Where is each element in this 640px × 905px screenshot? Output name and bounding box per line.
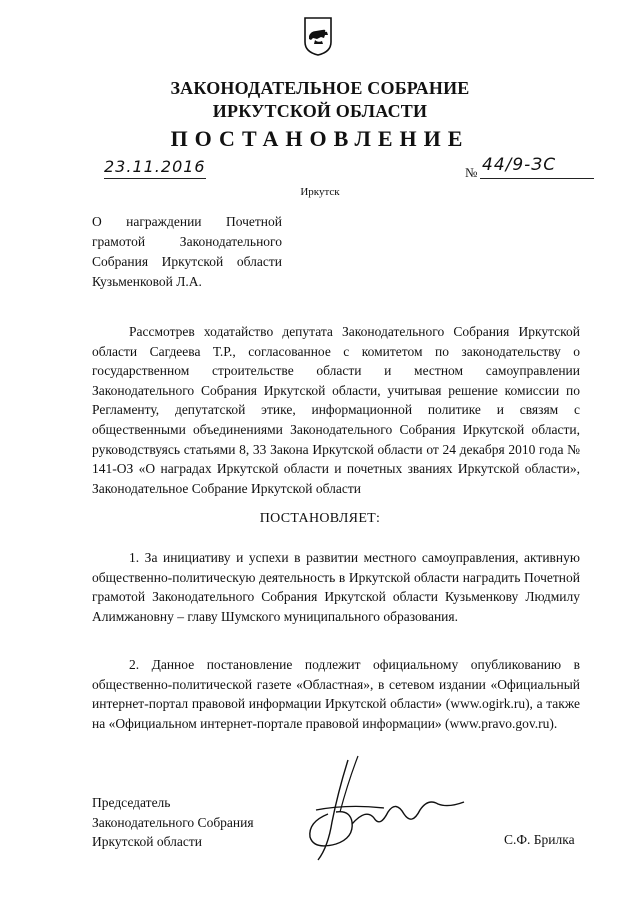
number-prefix: № bbox=[465, 165, 478, 180]
decree-heading: ПОСТАНОВЛЯЕТ: bbox=[259, 511, 381, 526]
coat-of-arms-icon bbox=[303, 16, 333, 56]
document-number: 44/9-ЗС bbox=[482, 155, 557, 175]
preamble-paragraph: Рассмотрев ходатайство депутата Законодательного Собрания Иркутской области Сагдеева Т.Р., согласованное с комитетом по законодательству о государственном строительстве области и местном самоуправлении Законодательного Собрания Иркутской области, учитывая решение комиссии по Регламенту, депутатской этике, информационной политике и связям с общественными объединениями Законодательного Собрания Иркутской области, руководствуясь статьями 8, 33 Закона Иркутской области от 24 декабря 2010 года № 141-ОЗ «О наградах Иркутской области и почетных званиях Иркутской области», Законодательное Собрание Иркутской области bbox=[92, 324, 580, 496]
city: Иркутск bbox=[300, 186, 340, 198]
signer-title-line2: Законодательного Собрания bbox=[92, 814, 254, 830]
date-underline bbox=[104, 178, 206, 179]
handwritten-signature bbox=[288, 752, 468, 872]
decree-item-1: 1. За инициативу и успехи в развитии местного самоуправления, активную общественно-политическую деятельность в Иркутской области наградить Почетной грамотой Законодательного Собрания Иркутской области Кузьменкову Людмилу Алимжановну – главу Шумского муниципального образования. bbox=[92, 550, 580, 624]
signer-title bbox=[92, 793, 254, 852]
document-type: ПОСТАНОВЛЕНИЕ bbox=[170, 126, 470, 151]
document-date: 23.11.2016 bbox=[104, 157, 206, 176]
signer-title-line3: Иркутской области bbox=[92, 834, 203, 850]
signer-title-line1: Председатель bbox=[92, 795, 171, 810]
organization-name-line2: ИРКУТСКОЙ ОБЛАСТИ bbox=[212, 101, 428, 121]
document-subject: О награждении Почетной грамотой Законодательного Собрания Иркутской области Кузьменковой Л.А. bbox=[92, 214, 282, 289]
number-underline bbox=[480, 178, 594, 179]
signer-name: С.Ф. Брилка bbox=[504, 832, 575, 847]
organization-name-line1: ЗАКОНОДАТЕЛЬНОЕ СОБРАНИЕ bbox=[170, 78, 470, 98]
decree-item-2: 2. Данное постановление подлежит официальному опубликованию в общественно-политической газете «Областная», в сетевом издании «Официальный интернет-портал правовой информации Иркутской области» (www.ogirk.ru), а также на «Официальном интернет-портале правовой информации» (www.pravo.gov.ru). bbox=[92, 657, 580, 731]
